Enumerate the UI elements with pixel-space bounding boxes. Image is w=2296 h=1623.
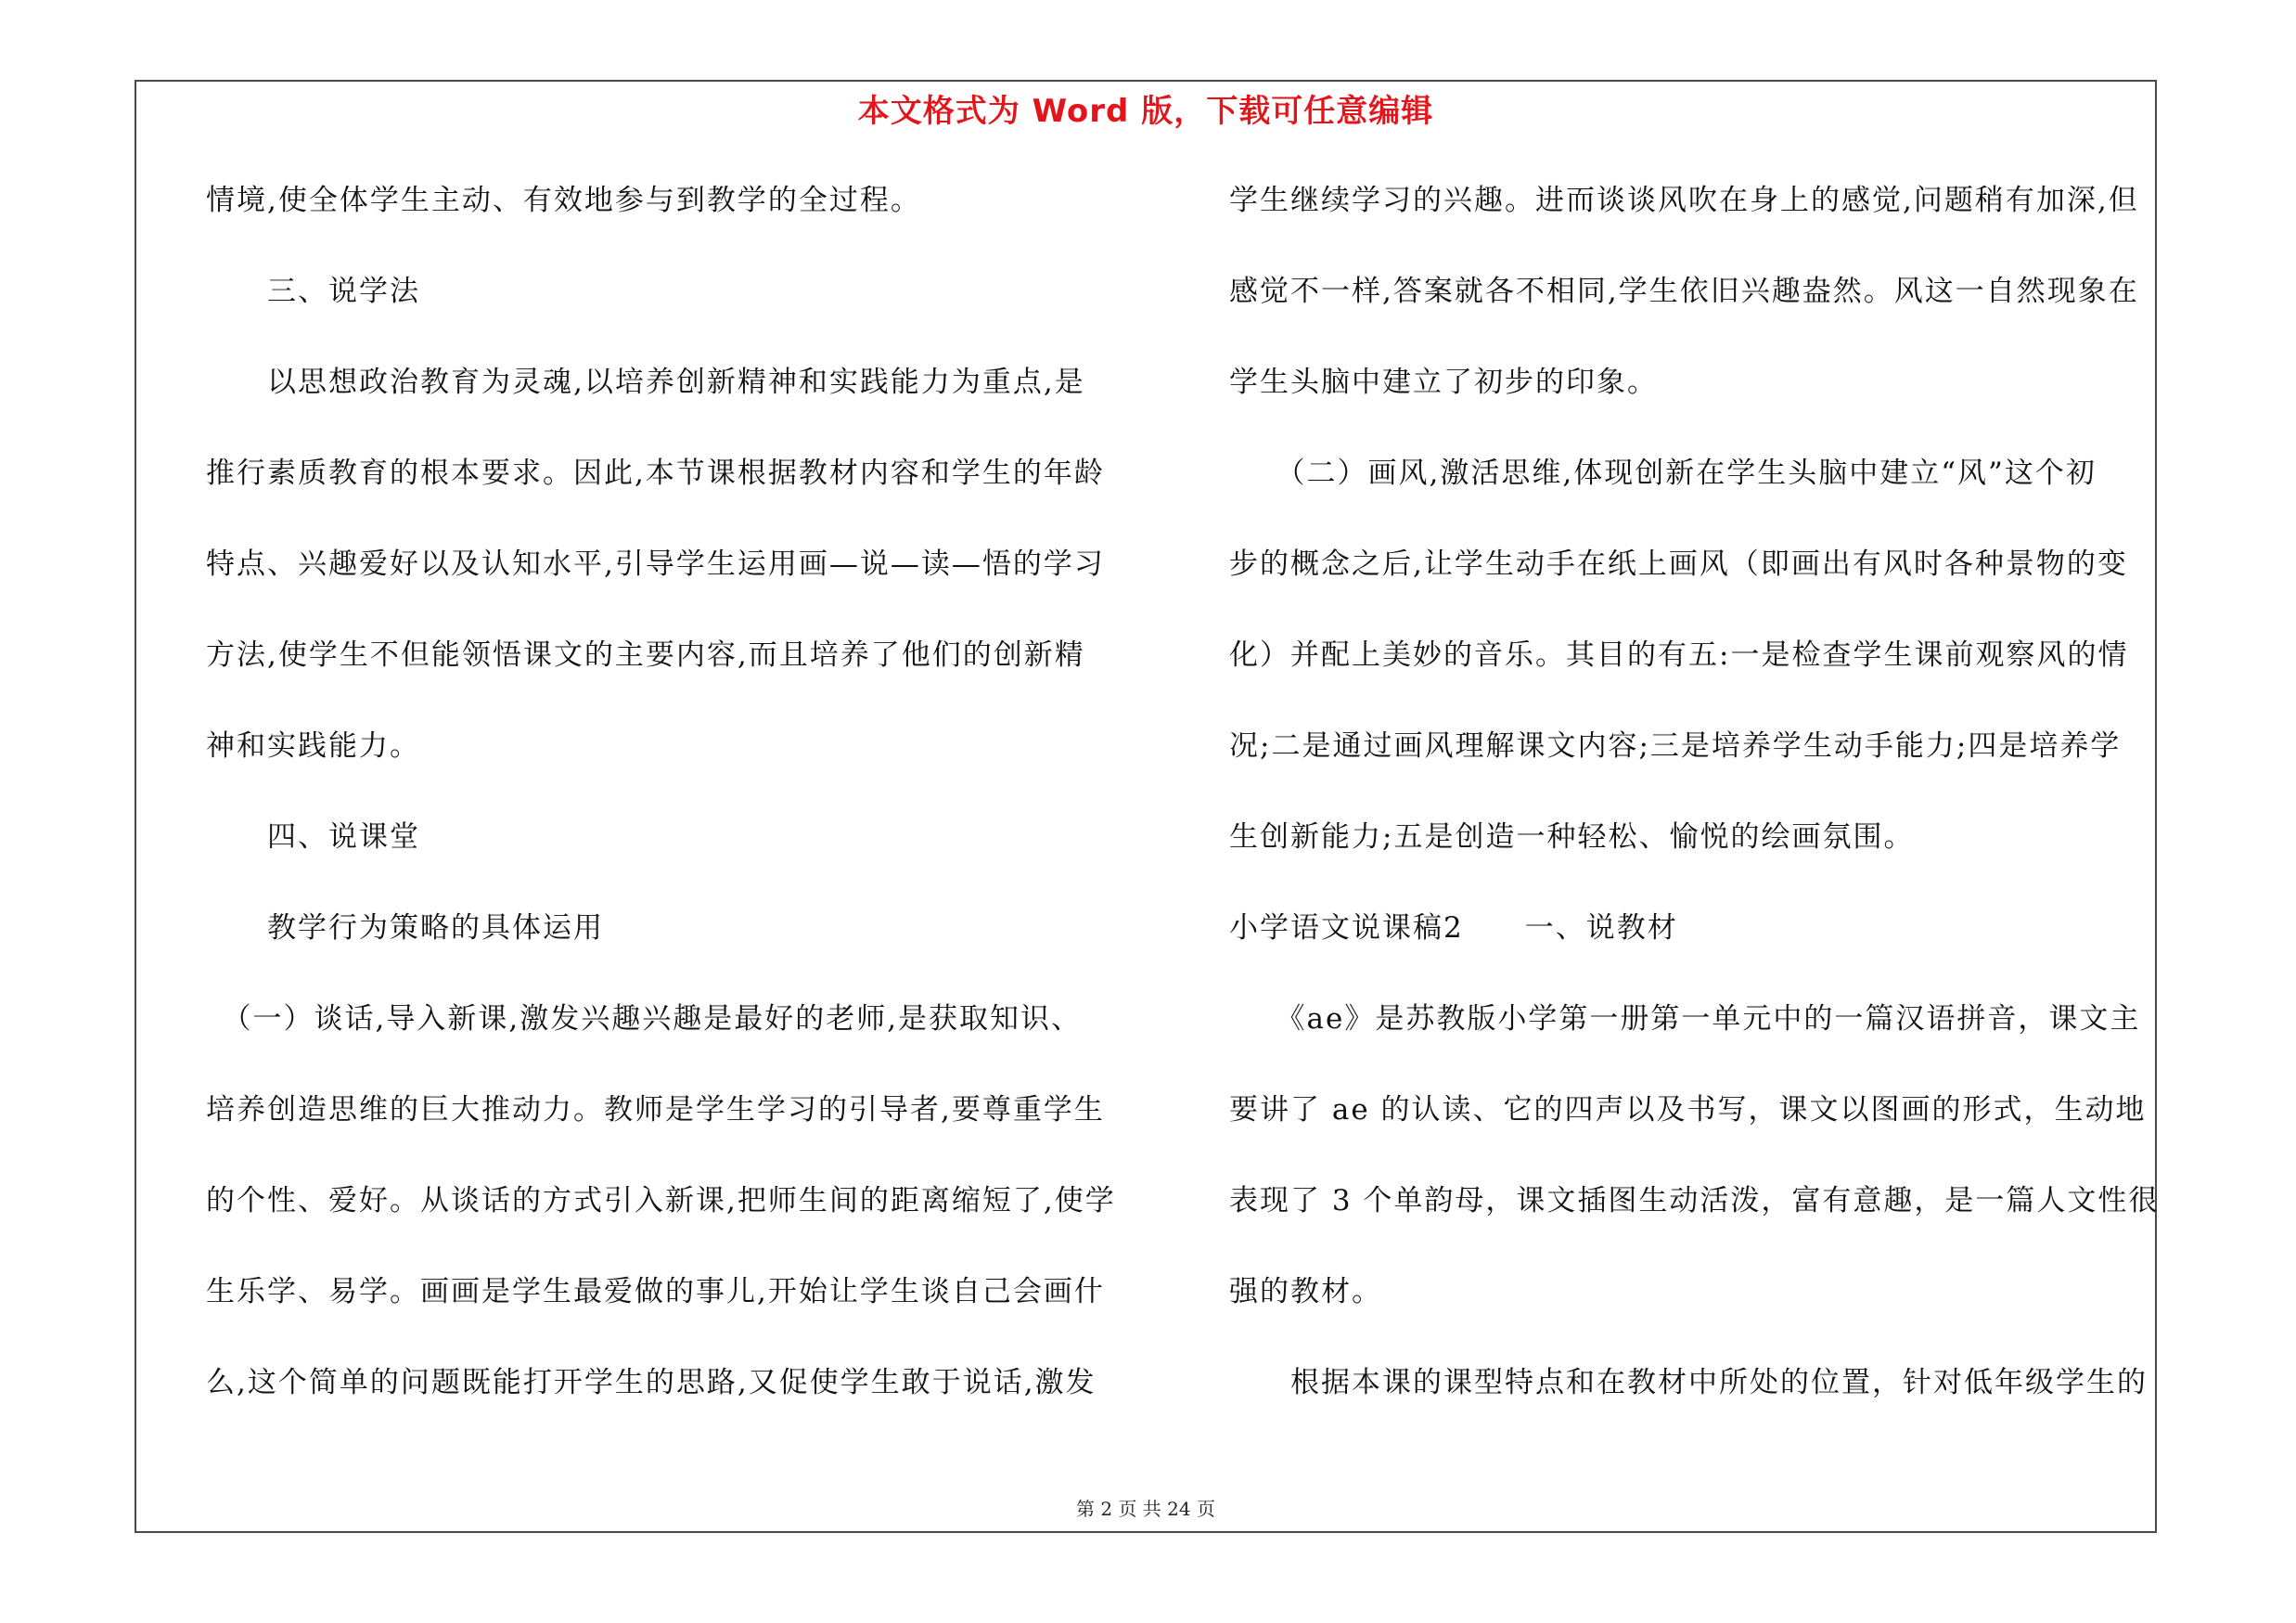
text-line: 根据本课的课型特点和在教材中所处的位置，针对低年级学生的 [1229, 1366, 2148, 1399]
text-line: 教学行为策略的具体运用 [206, 911, 604, 945]
text-line: 感觉不一样,答案就各不相同,学生依旧兴趣盎然。风这一自然现象在 [1229, 275, 2139, 308]
text-line: 生乐学、易学。画画是学生最爱做的事儿,开始让学生谈自己会画什 [206, 1275, 1105, 1308]
text-line: 要讲了 ae 的认读、它的四声以及书写，课文以图画的形式，生动地 [1229, 1093, 2147, 1127]
text-line: 么,这个简单的问题既能打开学生的思路,又促使学生敢于说话,激发 [206, 1366, 1097, 1399]
text-line: 的个性、爱好。从谈话的方式引入新课,把师生间的距离缩短了,使学 [206, 1184, 1116, 1217]
text-line: 情境,使全体学生主动、有效地参与到教学的全过程。 [206, 184, 921, 217]
text-line: 步的概念之后,让学生动手在纸上画风（即画出有风时各种景物的变 [1229, 547, 2128, 581]
text-line: 表现了 3 个单韵母，课文插图生动活泼，富有意趣，是一篇人文性很 [1229, 1184, 2160, 1217]
format-banner: 本文格式为 Word 版，下载可任意编辑 [857, 93, 1434, 130]
text-line: 学生头脑中建立了初步的印象。 [1229, 366, 1658, 399]
text-line: （一）谈话,导入新课,激发兴趣兴趣是最好的老师,是获取知识、 [206, 1002, 1083, 1036]
text-line: 神和实践能力。 [206, 729, 420, 763]
text-line: 推行素质教育的根本要求。因此,本节课根据教材内容和学生的年龄 [206, 457, 1105, 490]
section-heading: 小学语文说课稿2 一、说教材 [1229, 911, 1678, 945]
text-line: 化）并配上美妙的音乐。其目的有五:一是检查学生课前观察风的情 [1229, 638, 2129, 672]
text-line: 生创新能力;五是创造一种轻松、愉悦的绘画氛围。 [1229, 820, 1915, 854]
text-line: 方法,使学生不但能领悟课文的主要内容,而且培养了他们的创新精 [206, 638, 1085, 672]
text-line: 三、说学法 [206, 275, 420, 308]
text-line: 培养创造思维的巨大推动力。教师是学生学习的引导者,要尊重学生 [206, 1093, 1105, 1127]
text-line: （二）画风,激活思维,体现创新在学生头脑中建立“风”这个初 [1229, 457, 2097, 490]
text-line: 以思想政治教育为灵魂,以培养创新精神和实践能力为重点,是 [206, 366, 1085, 399]
text-line: 强的教材。 [1229, 1275, 1382, 1308]
text-line: 况;二是通过画风理解课文内容;三是培养学生动手能力;四是培养学 [1229, 729, 2122, 763]
text-line: 特点、兴趣爱好以及认知水平,引导学生运用画—说—读—悟的学习 [206, 547, 1105, 581]
page-number: 第 2 页 共 24 页 [1076, 1498, 1215, 1520]
text-line: 四、说课堂 [206, 820, 420, 854]
text-line: 学生继续学习的兴趣。进而谈谈风吹在身上的感觉,问题稍有加深,但 [1229, 184, 2139, 217]
text-line: 《ae》是苏教版小学第一册第一单元中的一篇汉语拼音，课文主 [1229, 1002, 2141, 1036]
